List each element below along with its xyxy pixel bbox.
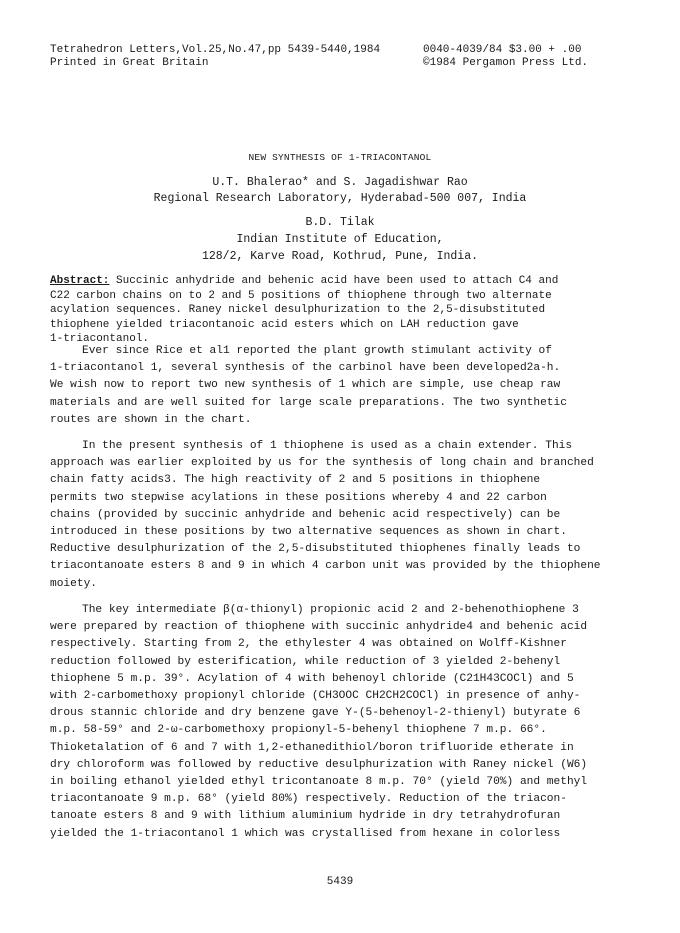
text-line: introduced in these positions by two alternative sequences as shown in chart.	[50, 526, 567, 539]
text-line: routes are shown in the chart.	[50, 413, 252, 426]
page-number: 5439	[326, 876, 354, 888]
abstract-line: Succinic anhydride and behenic acid have been used to attach C4 and	[109, 275, 559, 287]
text-line: materials and are well suited for large scale preparations. The two synthetic	[50, 396, 567, 409]
text-line: permits two stepwise acylations in these positions whereby 4 and 22 carbon	[50, 491, 547, 504]
copyright: ©1984 Pergamon Press Ltd.	[423, 57, 589, 69]
abstract	[50, 274, 642, 347]
text-line: chain fatty acids3. The high reactivity of 2 and 5 positions in thiophene	[50, 474, 541, 487]
abstract-label: Abstract:	[50, 275, 110, 287]
article-title: NEW SYNTHESIS OF 1-TRIACONTANOL	[248, 152, 432, 163]
authors-2: B.D. Tilak	[305, 216, 375, 229]
abstract-line: acylation sequences. Raney nickel desulphurization to the 2,5-disubstituted	[50, 304, 546, 317]
paragraph-intermediates	[50, 602, 642, 843]
text-line: reduction followed by esterification, while reduction of 3 yielded 2-behenyl	[50, 655, 561, 668]
text-line: dry chloroform was followed by reductive desulphurization with Raney nickel (W6)	[50, 758, 588, 771]
text-line: yielded the 1-triacontanol 1 which was crystallised from hexane in colorless	[50, 827, 561, 840]
text-line: in boiling ethanol yielded ethyl tricontanoate 8 m.p. 70° (yield 70%) and methyl	[50, 776, 588, 789]
text-line: approach was earlier exploited by us for the synthesis of long chain and branched	[50, 457, 594, 470]
abstract-line: 1-triacontanol.	[50, 333, 150, 346]
text-line: were prepared by reaction of thiophene with succinic anhydride4 and behenic acid	[50, 621, 588, 634]
text-line: m.p. 58-59° and 2-ω-carbomethoxy propionyl-5-behenyl thiophene 7 m.p. 66°.	[50, 724, 547, 737]
text-line: In the present synthesis of 1 thiophene is used as a chain extender. This	[82, 440, 573, 452]
text-line: Reductive desulphurization of the 2,5-disubstituted thiophenes finally leads to	[50, 543, 581, 556]
affiliation-1: Regional Research Laboratory, Hyderabad-500 007, India	[153, 192, 527, 205]
text-line: We wish now to report two new synthesis of 1 which are simple, use cheap raw	[50, 379, 561, 392]
header-left	[50, 44, 380, 70]
printed-in: Printed in Great Britain	[50, 57, 209, 69]
issn-price: 0040-4039/84 $3.00 + .00	[423, 44, 582, 56]
text-line: moiety.	[50, 577, 97, 590]
header-right	[423, 44, 588, 70]
paragraph-synthesis	[50, 438, 642, 593]
text-line: thiophene 5 m.p. 39°. Acylation of 4 with behenoyl chloride (C21H43COCl) and 5	[50, 672, 574, 685]
text-line: The key intermediate β(α-thionyl) propionic acid 2 and 2-behenothiophene 3	[82, 604, 579, 616]
text-line: tanoate esters 8 and 9 with lithium aluminium hydride in dry tetrahydrofuran	[50, 810, 561, 823]
paragraph-introduction	[50, 343, 642, 429]
text-line: with 2-carbomethoxy propionyl chloride (CH3OOC CH2CH2COCl) in presence of anhy-	[50, 690, 581, 703]
abstract-line: thiophene yielded triacontanoic acid esters which on LAH reduction gave	[50, 318, 519, 331]
text-line: triacontanoate esters 8 and 9 in which 4 carbon unit was provided by the thiophene	[50, 560, 601, 573]
text-line: 1-triacontanol 1, several synthesis of the carbinol have been developed2a-h.	[50, 362, 561, 375]
journal-citation: Tetrahedron Letters,Vol.25,No.47,pp 5439-5440,1984	[50, 44, 381, 56]
abstract-line: C22 carbon chains on to 2 and 5 positions of thiophene through two alternate	[50, 289, 552, 302]
authors-1: U.T. Bhalerao* and S. Jagadishwar Rao	[212, 176, 468, 189]
affiliation-2-address: 128/2, Karve Road, Kothrud, Pune, India.	[201, 250, 479, 263]
text-line: drous stannic chloride and dry benzene gave Y-(5-behenoyl-2-thienyl) butyrate 6	[50, 707, 581, 720]
text-line: triacontanoate 9 m.p. 68° (yield 80%) respectively. Reduction of the triacon-	[50, 793, 567, 806]
text-line: respectively. Starting from 2, the ethylester 4 was obtained on Wolff-Kishner	[50, 638, 567, 651]
text-line: Ever since Rice et al1 reported the plant growth stimulant activity of	[82, 345, 552, 357]
text-line: chains (provided by succinic anhydride and behenic acid respectively) can be	[50, 508, 561, 521]
affiliation-2: Indian Institute of Education,	[236, 233, 444, 246]
text-line: Thioketalation of 6 and 7 with 1,2-ethanedithiol/boron trifluoride etherate in	[50, 741, 574, 754]
